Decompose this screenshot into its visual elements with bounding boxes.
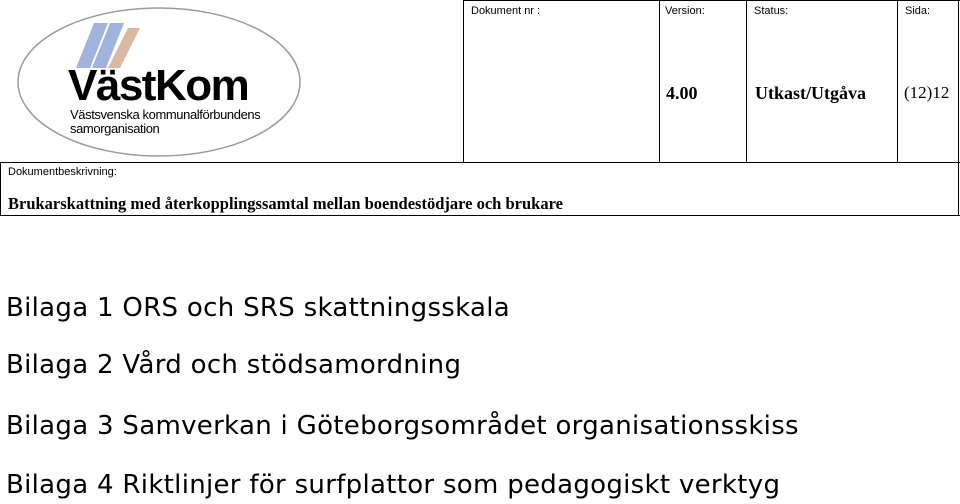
logo-subtitle-line2: samorganisation: [70, 121, 160, 136]
vastkom-logo: [16, 6, 302, 158]
bilaga-4: Bilaga 4 Riktlinjer för surfplattor som pedagogiskt verktyg: [6, 470, 781, 500]
logo-subtitle-line1: Västsvenska kommunalförbundens: [70, 107, 261, 122]
bilaga-2: Bilaga 2 Vård och stödsamordning: [6, 350, 462, 380]
status-label: Status:: [754, 5, 789, 17]
bilaga-3: Bilaga 3 Samverkan i Göteborgsområdet organisationsskiss: [6, 411, 799, 441]
sida-value: (12)12: [904, 83, 950, 102]
dokumentbeskrivning-label: Dokumentbeskrivning:: [8, 166, 117, 178]
status-value: Utkast/Utgåva: [755, 83, 866, 103]
logo-name: VästKom: [68, 61, 249, 110]
dokument-nr-label: Dokument nr :: [471, 5, 541, 17]
sida-label: Sida:: [905, 5, 931, 17]
bilaga-1: Bilaga 1 ORS och SRS skattningsskala: [6, 293, 511, 323]
version-value: 4.00: [666, 83, 698, 103]
version-label: Version:: [665, 5, 705, 17]
dokumentbeskrivning-value: Brukarskattning med återkopplingssamtal mellan boendestödjare och brukare: [8, 194, 563, 213]
